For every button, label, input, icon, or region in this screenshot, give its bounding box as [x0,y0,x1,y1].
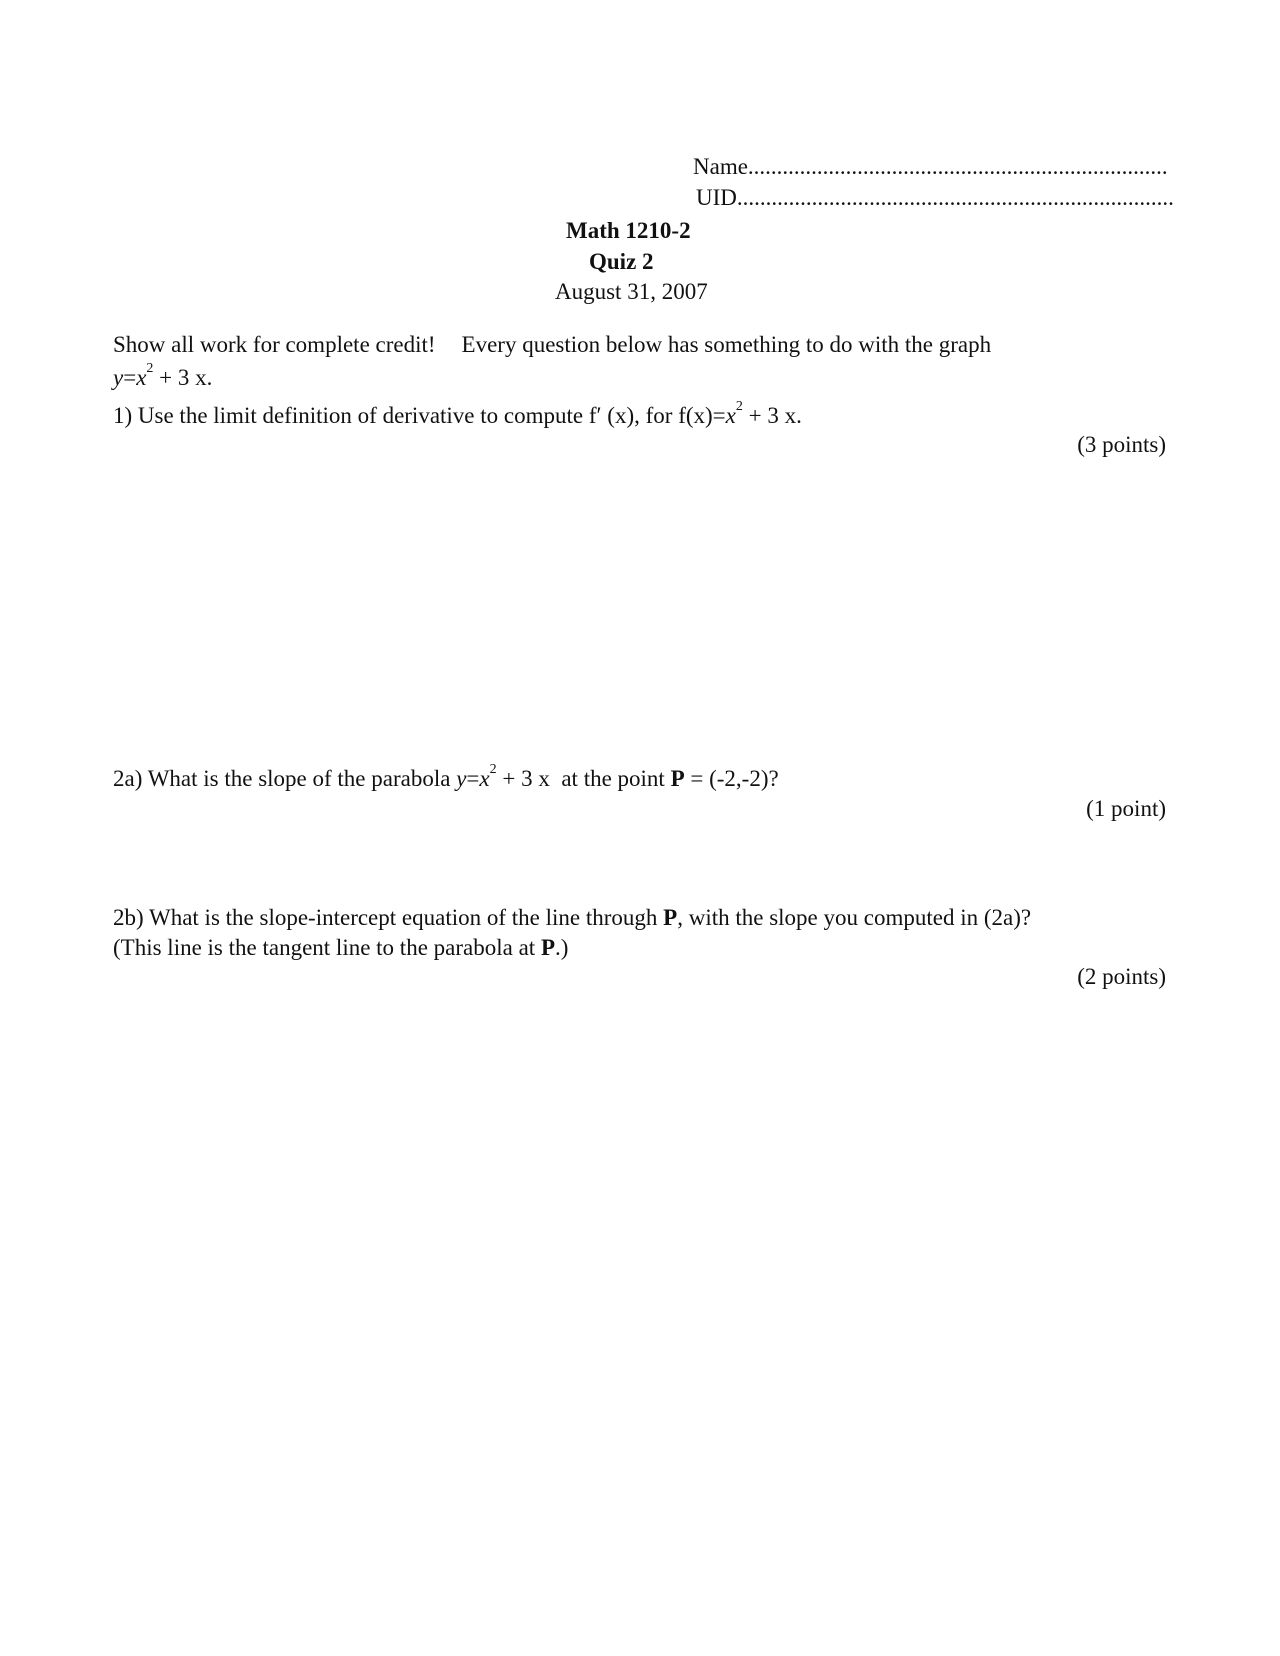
q2a-base: x [479,766,490,791]
graph-eq-rest: + 3 x. [159,365,213,390]
q2b-points: (2 points) [1077,964,1166,989]
q1-equals: = [712,403,726,428]
q2b-point-label: P [663,905,678,930]
q2a-point-label: P [670,766,685,791]
question-2a [113,762,779,791]
graph-eq-equals: = [123,365,137,390]
instructions-text: Every question below has something to do with the graph [461,332,992,357]
q2a-points: (1 point) [1086,796,1166,821]
q1-fx: f(x) [678,403,713,428]
graph-equation [113,361,213,390]
q2a-point-value: = (-2,-2)? [690,766,779,791]
question-2b [113,906,1031,929]
q1-points: (3 points) [1077,432,1166,457]
q2b-prefix: 2b) What is the slope-intercept equation of the line through [113,905,658,930]
uid-field[interactable]: UID............................................................................ [696,185,1174,210]
q2a-exponent: 2 [489,762,497,777]
question-1 [113,399,802,428]
quiz-title: Quiz 2 [589,249,654,274]
q2a-prefix: 2a) What is the slope of the parabola [113,766,451,791]
q2a-middle: at the point [561,766,665,791]
q2b-line2-prefix: (This line is the tangent line to the parabola at [113,935,536,960]
q1-rest: + 3 x. [748,403,802,428]
graph-eq-exponent: 2 [146,361,154,376]
quiz-date: August 31, 2007 [555,279,708,304]
graph-eq-lhs: y [113,365,124,390]
q1-text: 1) Use the limit definition of derivative to compute f′ (x), for [113,403,673,428]
q2a-rest: + 3 x [502,766,550,791]
name-field[interactable]: Name......................................................................... [693,154,1168,179]
graph-eq-base: x [136,365,147,390]
q1-exponent: 2 [735,399,743,414]
instructions [113,333,991,356]
q2a-equals: = [466,766,480,791]
q2b-line2-suffix: .) [555,935,569,960]
instructions-lead: Show all work for complete credit! [113,332,436,357]
question-2b-line2 [113,936,568,959]
q2a-lhs: y [456,766,467,791]
course-title: Math 1210-2 [566,218,691,243]
q2b-suffix: , with the slope you computed in (2a)? [677,905,1032,930]
q1-base: x [725,403,736,428]
q2b-line2-label: P [540,935,555,960]
